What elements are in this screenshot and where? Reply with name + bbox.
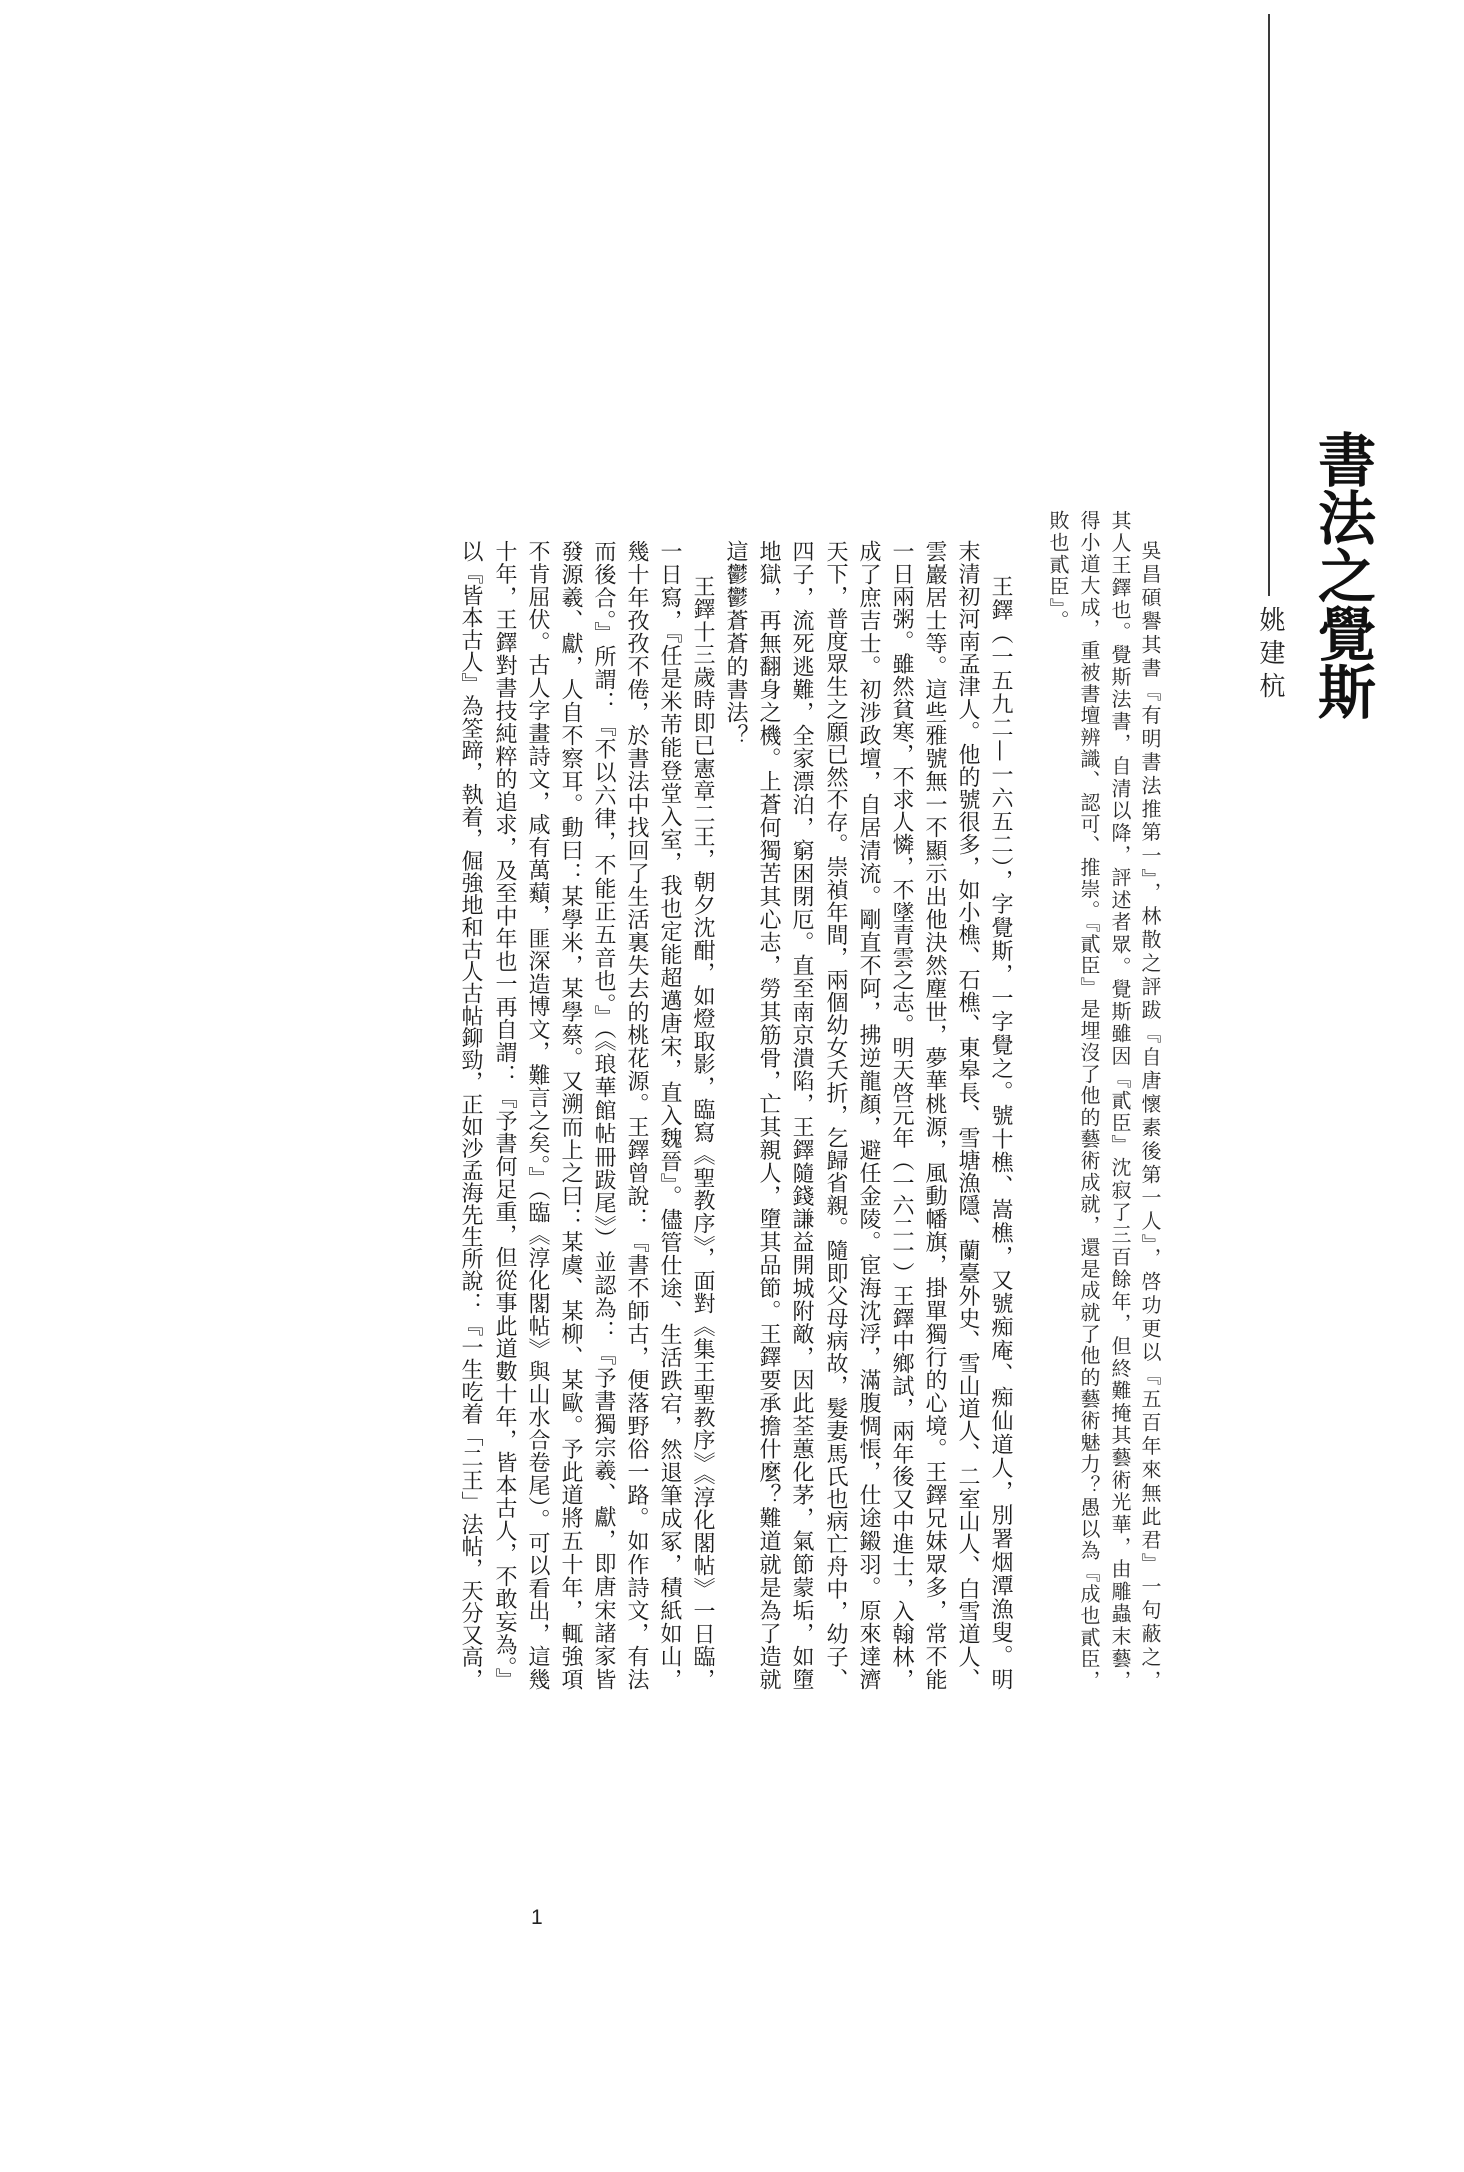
body-column: 一日兩粥。雖然貧寒，不求人憐，不墜青雲之志。明天啓元年（一六二一）王鐸中鄉試，兩年後又中進士，入翰林，: [889, 540, 914, 1691]
body-column: 而後合。』所謂：『不以六律，不能正五音也。』（《琅華館帖冊跋尾》）並認為：『予書獨宗羲、獻，即唐宋諸家皆: [591, 540, 616, 1692]
article-title: 書法之覺斯: [1308, 430, 1376, 720]
body-column: 幾十年孜孜不倦，於書法中找回了生活裏失去的桃花源。王鐸曾說：『書不師古，便落野俗一路。如作詩文，有法: [624, 540, 649, 1692]
body-column: 這鬱鬱蒼蒼的書法？: [723, 540, 748, 747]
epigraph-column: 得小道大成，重被書壇辨識、認可、推崇。『貳臣』是埋沒了他的藝術成就，還是成就了他的藝術魅力？愚以為『成也貳臣，: [1077, 510, 1101, 1692]
epigraph-column: 其人王鐸也。覺斯法書，自清以降，評述者眾。覺斯雖因『貳臣』沈寂了三百餘年，但終難掩其藝術光華，由雕蟲末藝，: [1108, 510, 1132, 1693]
body-column: 王鐸（一五九二—一六五二），字覺斯，一字覺之。號十樵、嵩樵，又號痴庵、痴仙道人，別署烟潭漁叟。明: [988, 575, 1013, 1692]
body-column: 發源羲、獻，人自不察耳。動曰：某學米，某學蔡。又溯而上之曰：某虞、某柳、某歐。予此道將五十年，輒強項: [558, 540, 583, 1692]
title-rule: [1268, 14, 1270, 596]
page-number: 1: [531, 1906, 543, 1929]
body-column: 王鐸十三歲時即已憲章二王，朝夕沈酣，如燈取影，臨寫《聖教序》，面對《集王聖教序》《淳化閣帖》一日臨，: [690, 575, 715, 1691]
body-column: 不肯屈伏。古人字畫詩文，咸有萬蘱，匪深造博文，難言之矣。』（臨《淳化閣帖》與山水合卷尾）。可以看出，這幾: [525, 540, 550, 1691]
author-name: 姚建杭: [1255, 606, 1285, 705]
body-column: 十年，王鐸對書技純粹的追求，及至中年也一再自謂：『予書何足重，但從事此道數十年，皆本古人，不敢妄為。』: [492, 540, 517, 1691]
epigraph-column: 敗也貳臣』。: [1046, 510, 1070, 632]
body-column: 成了庶吉士。初涉政壇，自居清流。剛直不阿，拂逆龍顏，避任金陵。宦海沈浮，滿腹惆悵，仕途鎩羽。原來達濟: [856, 540, 881, 1692]
body-column: 一日寫，『任是米芾能登堂入室，我也定能超邁唐宋，直入魏晉』。儘管仕途、生活跌宕，然退筆成冢，積紙如山，: [657, 540, 682, 1691]
body-column: 天下，普度眾生之願已然不存。崇禎年間，兩個幼女夭折，乞歸省親。隨即父母病故，髮妻馬氏也病亡舟中，幼子、: [823, 540, 848, 1691]
body-column: 地獄，再無翻身之機。上蒼何獨苦其心志，勞其筋骨，亡其親人，墮其品節。王鐸要承擔什麼？難道就是為了造就: [756, 540, 781, 1692]
body-column: 四子，流死逃難，全家漂泊，窮困閉厄。直至南京潰陷，王鐸隨錢謙益開城附敵，因此荃蕙化茅，氣節蒙垢，如墮: [789, 540, 814, 1692]
body-column: 末清初河南孟津人。他的號很多，如小樵、石樵、東皋長、雪塘漁隱、蘭臺外史、雪山道人、二室山人、白雪道人、: [955, 540, 980, 1691]
epigraph-column: 吳昌碩譽其書『有明書法推第一』，林散之評跋『自唐懷素後第一人』，啓功更以『五百年來無此君』一句蔽之，: [1138, 540, 1162, 1694]
body-column: 以『皆本古人』為筌蹄，執着，倔強地和古人古帖鉚勁，正如沙孟海先生所說：『一生吃着「二王」法帖，天分又高，: [458, 540, 483, 1691]
body-column: 雲巖居士等。這些雅號無一不顯示出他決然塵世，夢華桃源，風動幡旗，掛單獨行的心境。王鐸兄妹眾多，常不能: [922, 540, 947, 1692]
